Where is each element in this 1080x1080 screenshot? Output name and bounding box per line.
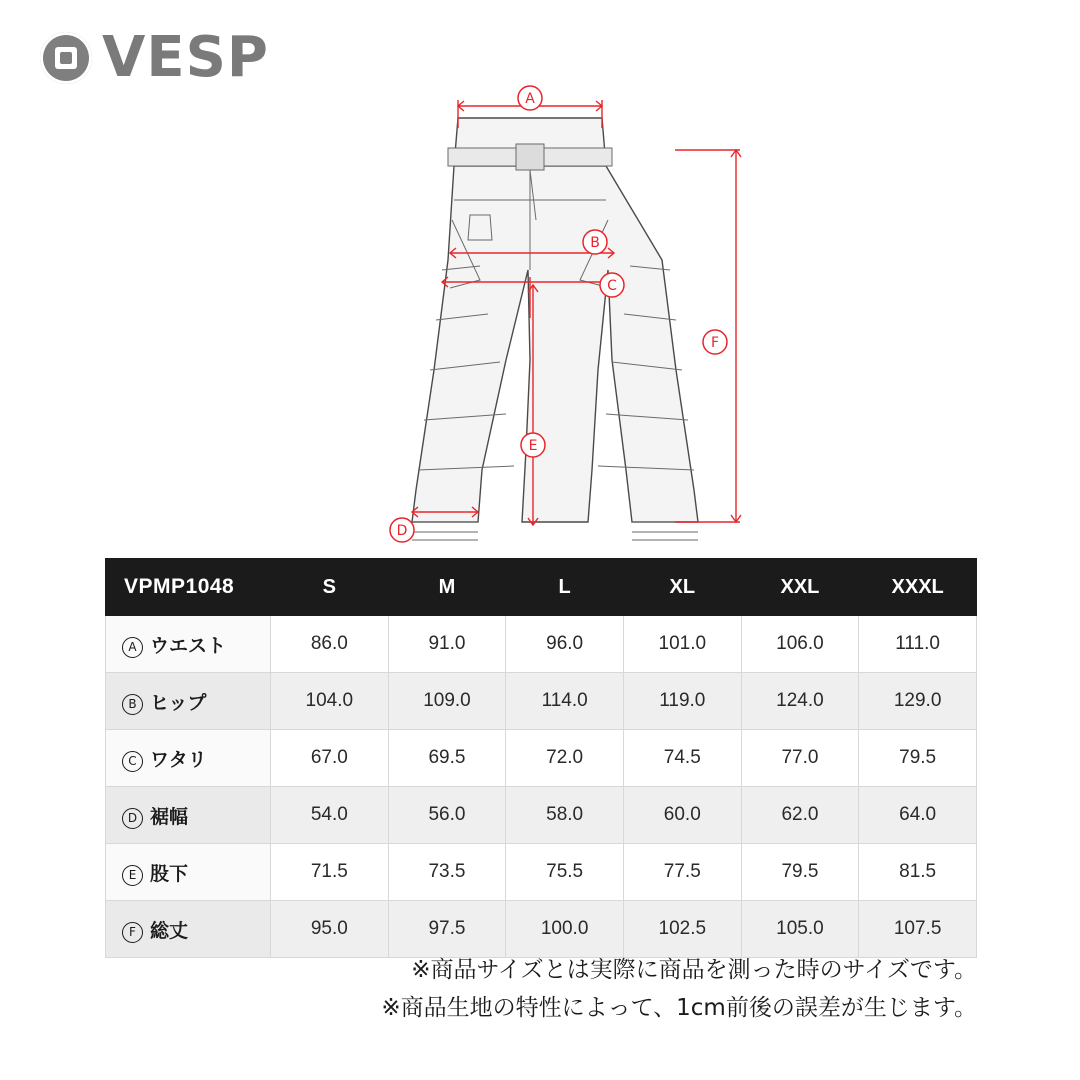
marker-a-icon: A bbox=[122, 637, 143, 658]
size-table-container bbox=[105, 558, 977, 958]
measurement-diagram bbox=[330, 70, 780, 550]
cell-hip-xxl: 124.0 bbox=[741, 673, 859, 730]
cell-thigh-xl: 74.5 bbox=[623, 730, 741, 787]
cell-waist-xl: 101.0 bbox=[623, 616, 741, 673]
cell-inseam-m: 73.5 bbox=[388, 844, 506, 901]
svg-text:B: B bbox=[590, 235, 600, 251]
cell-inseam-s: 71.5 bbox=[271, 844, 389, 901]
row-label-hem bbox=[106, 787, 271, 844]
brand-name: VESP bbox=[102, 25, 269, 90]
cell-hem-s: 54.0 bbox=[271, 787, 389, 844]
svg-text:C: C bbox=[607, 278, 617, 294]
row-label-text: ヒップ bbox=[150, 692, 207, 714]
column-header-m: M bbox=[388, 559, 506, 616]
brand-logo bbox=[40, 25, 269, 90]
cell-waist-s: 86.0 bbox=[271, 616, 389, 673]
table-row bbox=[106, 673, 977, 730]
cell-hem-l: 58.0 bbox=[506, 787, 624, 844]
cell-total-m: 97.5 bbox=[388, 901, 506, 958]
cell-hem-xl: 60.0 bbox=[623, 787, 741, 844]
row-label-total-length bbox=[106, 901, 271, 958]
cell-thigh-m: 69.5 bbox=[388, 730, 506, 787]
table-row bbox=[106, 844, 977, 901]
column-header-l: L bbox=[506, 559, 624, 616]
table-row bbox=[106, 730, 977, 787]
svg-text:A: A bbox=[525, 91, 535, 107]
row-label-text: 総丈 bbox=[150, 920, 189, 942]
cell-thigh-l: 72.0 bbox=[506, 730, 624, 787]
row-label-inseam bbox=[106, 844, 271, 901]
vesp-circle-logo-icon bbox=[40, 32, 92, 84]
footnotes bbox=[105, 952, 977, 1028]
footnote-1: ※商品サイズとは実際に商品を測った時のサイズです。 bbox=[411, 957, 977, 983]
cell-hip-xl: 119.0 bbox=[623, 673, 741, 730]
cell-thigh-xxxl: 79.5 bbox=[859, 730, 977, 787]
cell-inseam-xxxl: 81.5 bbox=[859, 844, 977, 901]
cell-inseam-xl: 77.5 bbox=[623, 844, 741, 901]
cell-thigh-s: 67.0 bbox=[271, 730, 389, 787]
svg-text:F: F bbox=[710, 335, 720, 351]
cell-hip-s: 104.0 bbox=[271, 673, 389, 730]
cell-total-xxl: 105.0 bbox=[741, 901, 859, 958]
marker-e-icon: E bbox=[122, 865, 143, 886]
cell-hem-xxl: 62.0 bbox=[741, 787, 859, 844]
cell-inseam-xxl: 79.5 bbox=[741, 844, 859, 901]
marker-c-icon: C bbox=[122, 751, 143, 772]
model-code: VPMP1048 bbox=[106, 559, 271, 616]
cell-hem-m: 56.0 bbox=[388, 787, 506, 844]
cell-total-s: 95.0 bbox=[271, 901, 389, 958]
column-header-xl: XL bbox=[623, 559, 741, 616]
column-header-xxl: XXL bbox=[741, 559, 859, 616]
cell-total-xxxl: 107.5 bbox=[859, 901, 977, 958]
cell-inseam-l: 75.5 bbox=[506, 844, 624, 901]
cell-total-xl: 102.5 bbox=[623, 901, 741, 958]
row-label-waist bbox=[106, 616, 271, 673]
cell-thigh-xxl: 77.0 bbox=[741, 730, 859, 787]
footnote-2: ※商品生地の特性によって、1cm前後の誤差が生じます。 bbox=[381, 994, 977, 1021]
row-label-text: ウエスト bbox=[150, 635, 227, 657]
table-row bbox=[106, 901, 977, 958]
cell-total-l: 100.0 bbox=[506, 901, 624, 958]
cell-hip-xxxl: 129.0 bbox=[859, 673, 977, 730]
row-label-hip bbox=[106, 673, 271, 730]
cell-waist-xxl: 106.0 bbox=[741, 616, 859, 673]
svg-text:E: E bbox=[528, 438, 538, 454]
marker-d-icon: D bbox=[122, 808, 143, 829]
cell-waist-xxxl: 111.0 bbox=[859, 616, 977, 673]
svg-text:D: D bbox=[396, 523, 408, 539]
table-row bbox=[106, 616, 977, 673]
cell-waist-m: 91.0 bbox=[388, 616, 506, 673]
row-label-text: 股下 bbox=[150, 863, 189, 885]
table-header-row bbox=[106, 559, 977, 616]
marker-f-icon: F bbox=[122, 922, 143, 943]
table-row bbox=[106, 787, 977, 844]
cell-hip-m: 109.0 bbox=[388, 673, 506, 730]
column-header-s: S bbox=[271, 559, 389, 616]
row-label-thigh bbox=[106, 730, 271, 787]
size-table bbox=[105, 558, 977, 958]
column-header-xxxl: XXXL bbox=[859, 559, 977, 616]
row-label-text: 裾幅 bbox=[150, 806, 189, 828]
row-label-text: ワタリ bbox=[150, 749, 207, 771]
cell-hem-xxxl: 64.0 bbox=[859, 787, 977, 844]
cell-waist-l: 96.0 bbox=[506, 616, 624, 673]
marker-b-icon: B bbox=[122, 694, 143, 715]
cell-hip-l: 114.0 bbox=[506, 673, 624, 730]
